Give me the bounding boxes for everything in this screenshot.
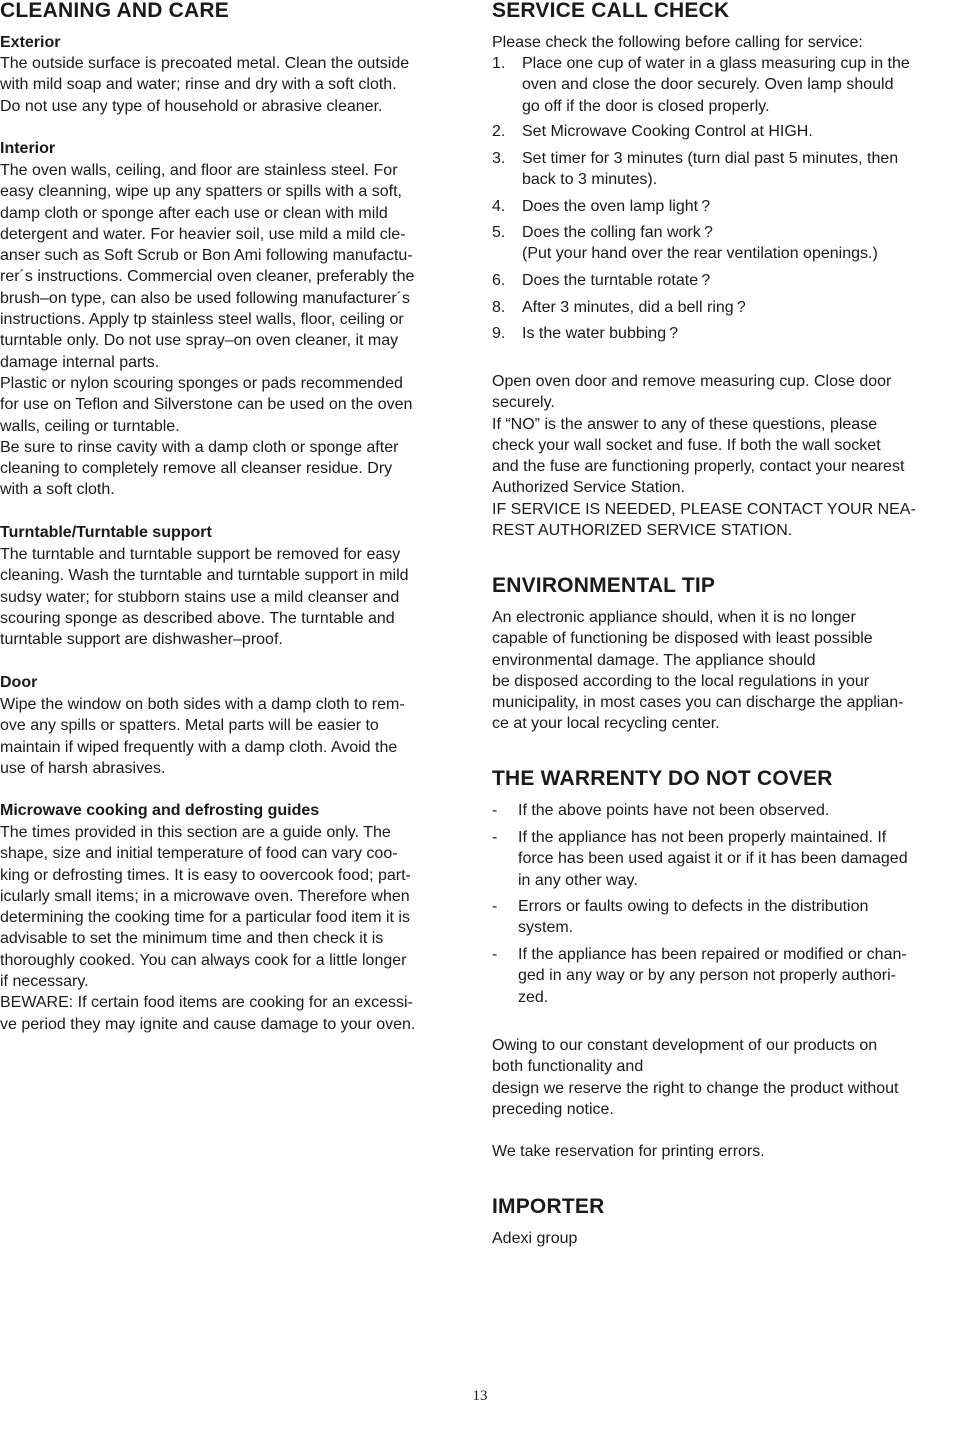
text-line: turntable only. Do not use spray–on oven cleaner, it may [0,332,399,350]
item-text [522,297,746,318]
text-line: detergent and water. For heavier soil, use mild a mild cle- [0,225,406,243]
text-line: Is the water bubbing ? [522,325,679,342]
text-line: (Put your hand over the rear ventilation openings.) [522,245,878,263]
text-line: cleaning to completely remove all cleanser residue. Dry [0,460,393,478]
product-development-notice [492,1035,898,1120]
text-line: BEWARE: If certain food items are cooking for an excessi- [0,994,413,1012]
exterior-heading: Exterior [0,34,61,51]
printing-errors-notice: We take reservation for printing errors. [492,1143,765,1160]
text-line: if necessary. [0,973,89,991]
item-text [522,148,898,191]
text-line: damage internal parts. [0,353,160,371]
text-line: king or defrosting times. It is easy to oovercook food; part- [0,866,411,884]
text-line: and the fuse are functioning properly, contact your nearest [492,458,905,476]
item-number: 5. [492,224,506,241]
text-line: cleaning. Wash the turntable and turntable support in mild [0,567,409,585]
text-line: go off if the door is closed properly. [522,97,770,115]
text-line: scouring sponge as described above. The turntable and [0,609,395,627]
text-line: Owing to our constant development of our products on [492,1037,878,1054]
text-line: check your wall socket and fuse. If both the wall socket [492,436,881,454]
text-line: Does the oven lamp light ? [522,198,711,215]
item-number: 9. [492,325,506,342]
text-line: thoroughly cooked. You can always cook for a little longer [0,951,407,969]
text-line: system. [518,919,574,937]
text-line: for use on Teflon and Silverstone can be used on the oven [0,396,413,414]
service-intro: Please check the following before calling for service: [492,34,863,51]
importer-title: IMPORTER [492,1195,605,1218]
item-number: 4. [492,198,506,215]
text-line: anser such as Soft Scrub or Bon Ami following manufactu- [0,247,413,265]
text-line: with mild soap and water; rinse and dry with a soft cloth. [0,76,397,94]
text-line: Errors or faults owing to defects in the distribution [518,898,869,915]
item-bullet: - [492,802,498,819]
text-line: If the above points have not been observed. [518,802,830,819]
page-number: 13 [472,1388,488,1404]
item-text [518,827,908,891]
text-line: The times provided in this section are a guide only. The [0,824,391,841]
item-number: 1. [492,55,506,72]
text-line: preceding notice. [492,1100,614,1118]
text-line: ged in any way or by any person not properly authori- [518,967,896,985]
text-line: Set timer for 3 minutes (turn dial past 5 minutes, then [522,150,899,167]
text-line: An electronic appliance should, when it is no longer [492,609,856,626]
text-line: ce at your local recycling center. [492,715,720,733]
text-line: The outside surface is precoated metal. Clean the outside [0,55,410,72]
guides-heading: Microwave cooking and defrosting guides [0,802,320,819]
text-line: If the appliance has not been properly maintained. If [518,829,887,846]
checklist-item [492,53,958,117]
exterior-text [0,53,409,117]
turntable-heading: Turntable/Turntable support [0,524,212,541]
text-line: be disposed according to the local regulations in your [492,672,870,690]
text-line: force has been used agaist it or if it has been damaged [518,850,908,868]
item-text [518,800,829,821]
text-line: use of harsh abrasives. [0,759,166,777]
text-line: maintain if wiped frequently with a damp cloth. Avoid the [0,738,398,756]
text-line: turntable support are dishwasher–proof. [0,631,283,649]
text-line: design we reserve the right to change the product without [492,1079,899,1097]
item-text [522,222,878,265]
text-line: icularly small items; in a microwave oven. Therefore when [0,887,410,905]
turntable-text [0,544,409,650]
door-heading: Door [0,674,38,691]
text-line: municipality, in most cases you can discharge the applian- [492,694,904,712]
text-line: capable of functioning be disposed with least possible [492,630,873,648]
item-number: 2. [492,123,506,140]
item-text [522,270,710,291]
item-number: 3. [492,150,506,167]
text-line: The turntable and turntable support be removed for easy [0,546,401,563]
text-line: brush–on type, can also be used following manufacturer´s [0,289,411,307]
text-line: in any other way. [518,871,638,889]
item-text [518,944,907,1008]
text-line: Plastic or nylon scouring sponges or pads recommended [0,374,403,392]
text-line: easy cleanning, wipe up any spatters or spills with a soft, [0,183,402,201]
item-text [518,896,868,939]
text-line: oven and close the door securely. Oven lamp should [522,76,894,94]
text-line: damp cloth or sponge after each use or clean with mild [0,204,388,222]
importer-name: Adexi group [492,1230,578,1247]
text-line: zed. [518,988,549,1006]
text-line: Do not use any type of household or abrasive cleaner. [0,97,383,115]
item-number: 6. [492,272,506,289]
service-followup-text [492,371,916,541]
item-bullet: - [492,946,498,963]
text-line: instructions. Apply tp stainless steel walls, floor, ceiling or [0,311,404,329]
text-line: ove any spills or spatters. Metal parts will be easier to [0,717,379,735]
text-line: After 3 minutes, did a bell ring ? [522,299,746,316]
text-line: walls, ceiling or turntable. [0,417,180,435]
text-line: with a soft cloth. [0,481,115,499]
text-line: securely. [492,394,555,412]
item-text [522,53,910,117]
cleaning-title: CLEANING AND CARE [0,0,229,22]
environmental-text [492,607,903,735]
warranty-title: THE WARRENTY DO NOT COVER [492,767,833,790]
item-bullet: - [492,829,498,846]
text-line: sudsy water; for stubborn stains use a mild cleanser and [0,588,400,606]
item-bullet: - [492,898,498,915]
text-line: The oven walls, ceiling, and floor are stainless steel. For [0,162,398,179]
interior-text [0,160,414,501]
text-line: back to 3 minutes). [522,171,658,189]
item-text [522,323,678,344]
text-line: Set Microwave Cooking Control at HIGH. [522,123,813,140]
text-line: IF SERVICE IS NEEDED, PLEASE CONTACT YOUR NEA- [492,500,916,518]
text-line: Place one cup of water in a glass measuring cup in the [522,55,910,72]
text-line: Does the colling fan work ? [522,224,713,241]
text-line: Does the turntable rotate ? [522,272,711,289]
item-text [522,121,813,142]
environmental-title: ENVIRONMENTAL TIP [492,574,716,597]
text-line: both functionality and [492,1058,644,1076]
interior-heading: Interior [0,140,56,157]
item-number: 8. [492,299,506,316]
text-line: ve period they may ignite and cause damage to your oven. [0,1015,416,1033]
item-text [522,196,710,217]
text-line: REST AUTHORIZED SERVICE STATION. [492,522,793,540]
text-line: advisable to set the minimum time and then check it is [0,930,384,948]
text-line: Be sure to rinse cavity with a damp cloth or sponge after [0,438,399,456]
door-text [0,694,405,779]
text-line: rer´s instructions. Commercial oven cleaner, preferably the [0,268,415,286]
service-title: SERVICE CALL CHECK [492,0,730,22]
text-line: environmental damage. The appliance should [492,651,816,669]
text-line: determining the cooking time for a particular food item it is [0,909,410,927]
text-line: If “NO” is the answer to any of these questions, please [492,415,878,433]
text-line: Authorized Service Station. [492,479,685,497]
text-line: Wipe the window on both sides with a damp cloth to rem- [0,696,405,713]
guides-text [0,822,415,1035]
text-line: shape, size and initial temperature of food can vary coo- [0,845,398,863]
text-line: If the appliance has been repaired or modified or chan- [518,946,907,963]
text-line: Open oven door and remove measuring cup. Close door [492,373,892,390]
